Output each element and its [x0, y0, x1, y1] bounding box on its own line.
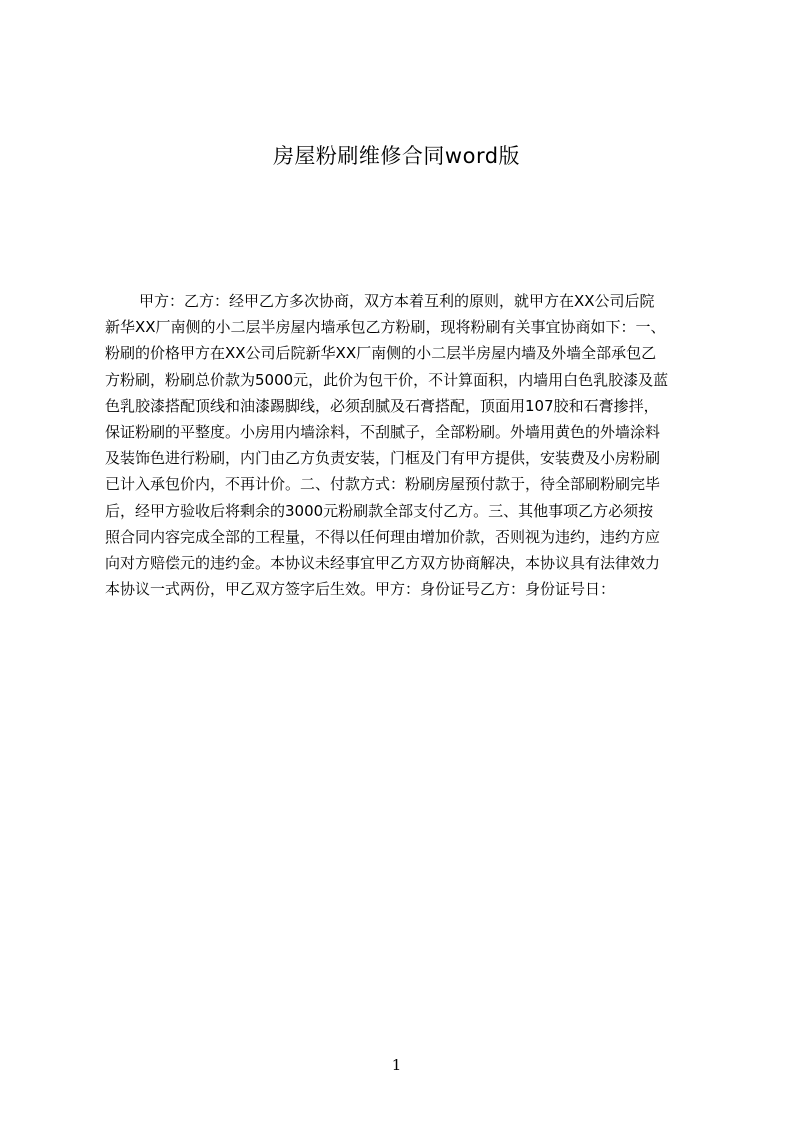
body-line: 方粉刷，粉刷总价款为5000元，此价为包干价，不计算面积，内墙用白色乳胶漆及蓝 — [105, 370, 669, 389]
body-line: 后，经甲方验收后将剩余的3000元粉刷款全部支付乙方。三、其他事项乙方必须按 — [105, 501, 654, 520]
body-line: 已计入承包价内，不再计价。二、付款方式：粉刷房屋预付款于，待全部刷粉刷完毕 — [105, 475, 661, 494]
document-title: 房屋粉刷维修合同word版 — [272, 144, 521, 168]
body-line: 向对方赔偿元的违约金。本协议未经事宜甲乙方双方协商解决，本协议具有法律效力 — [105, 553, 661, 572]
body-line: 新华XX厂南侧的小二层半房屋内墙承包乙方粉刷，现将粉刷有关事宜协商如下：一、 — [105, 318, 666, 337]
body-line: 及装饰色进行粉刷，内门由乙方负责安装，门框及门有甲方提供，安装费及小房粉刷 — [105, 449, 661, 468]
body-line: 色乳胶漆搭配顶线和油漆踢脚线，必须刮腻及石膏搭配，顶面用107胶和石膏掺拌， — [105, 396, 659, 415]
body-line: 本协议一式两份，甲乙双方签字后生效。甲方：身份证号乙方：身份证号日： — [105, 580, 616, 599]
body-line: 保证粉刷的平整度。小房用内墙涂料，不刮腻子，全部粉刷。外墙用黄色的外墙涂料 — [105, 422, 661, 441]
body-line: 粉刷的价格甲方在XX公司后院新华XX厂南侧的小二层半房屋内墙及外墙全部承包乙 — [105, 344, 657, 363]
contract-body — [105, 288, 697, 610]
body-line: 照合同内容完成全部的工程量，不得以任何理由增加价款，否则视为违约，违约方应 — [105, 527, 661, 546]
page-number: 1 — [391, 1056, 402, 1074]
body-line: 甲方：乙方：经甲乙方多次协商，双方本着互利的原则，就甲方在XX公司后院 — [139, 292, 655, 310]
